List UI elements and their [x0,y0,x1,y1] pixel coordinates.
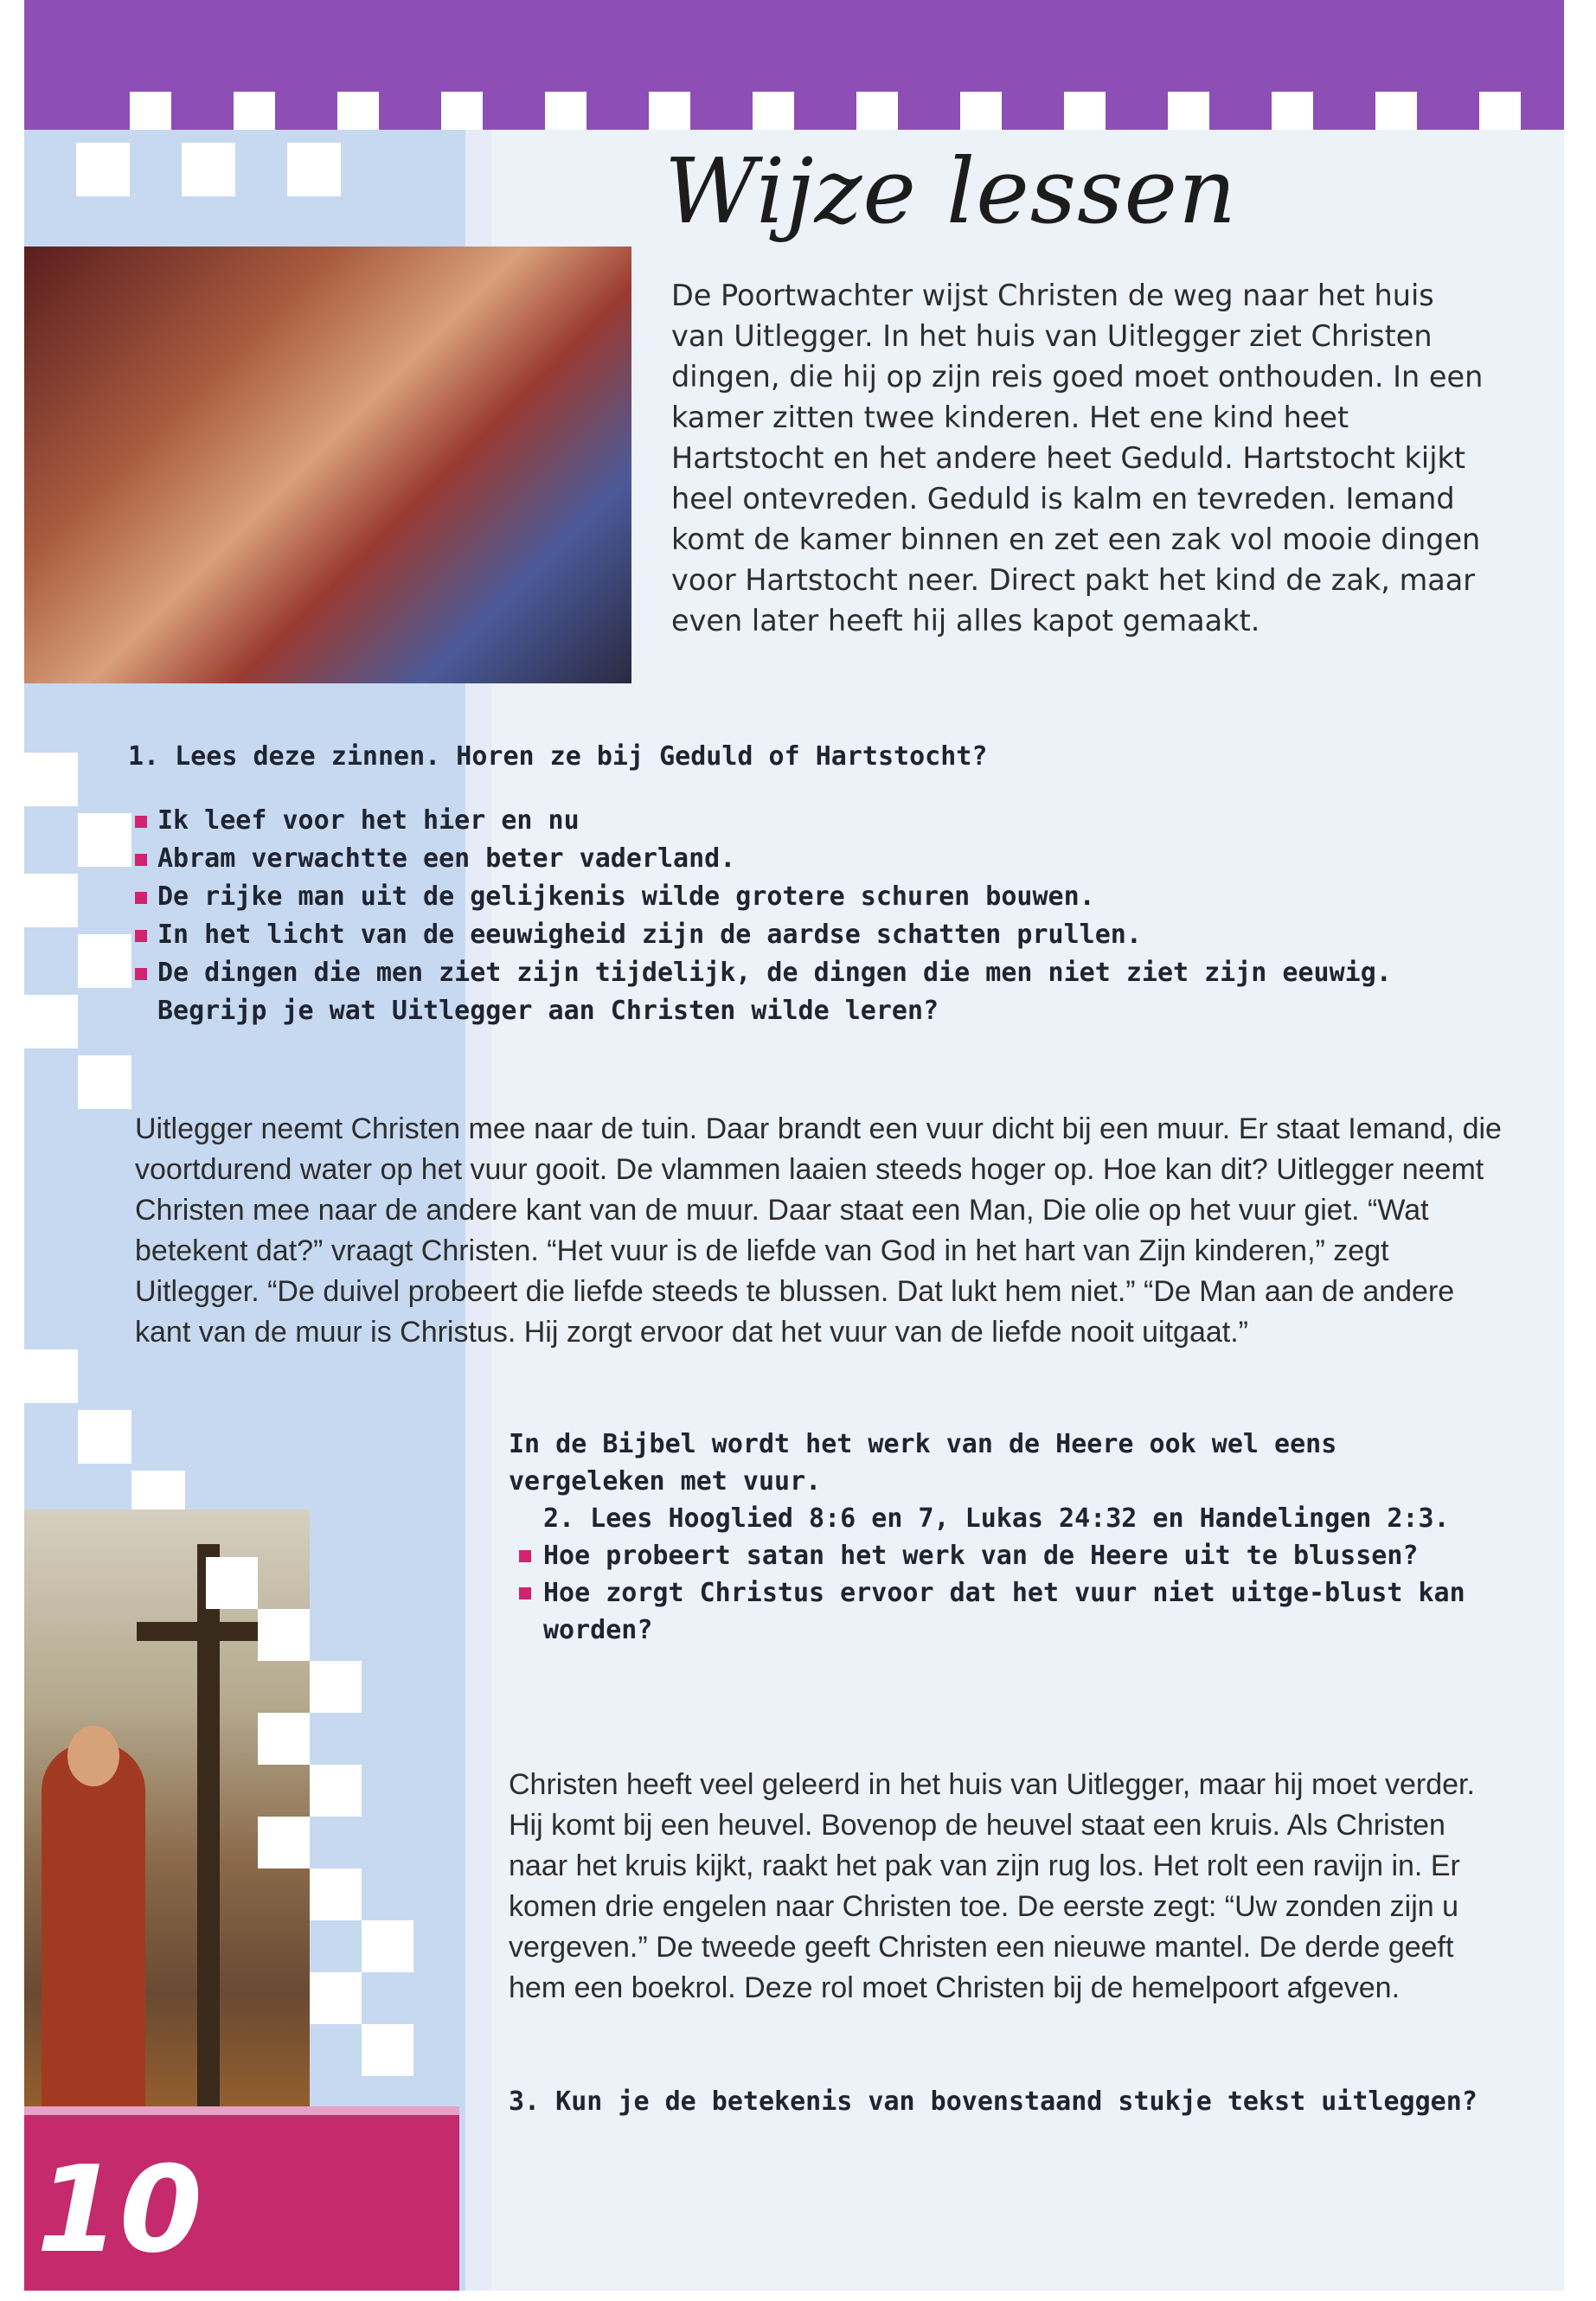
checker-square [24,753,78,806]
body-paragraph-cross: Christen heeft veel geleerd in het huis van Uitlegger, maar hij moet verder. Hij komt bij een heuvel. Bovenop de heuvel staat een kruis. Als Christen naar het kruis kijkt, raakt het pak van zijn rug los. Het rolt een ravijn in. Er komen drie engelen naar Christen toe. De eerste zegt: “Uw zonden zijn u vergeven.” De tweede geeft Christen een nieuwe mantel. De derde geeft hem een boekrol. Deze rol moet Christen bij de hemelpoort afgeven. [509,1768,1475,2004]
list-item-text: Abram verwachtte een beter vaderland. [157,843,736,874]
list-item-text: Hoe probeert satan het werk van de Heere uit te blussen? [543,1541,1419,1571]
exercise-1-question: 1. Lees deze zinnen. Horen ze bij Geduld of Hartstocht? [128,741,988,772]
list-item [509,1537,1503,1574]
bullet-square [519,1587,531,1599]
list-item [128,954,1392,992]
exercise-1 [128,712,1392,1030]
checker-square [1272,92,1313,130]
christen-head [67,1726,119,1786]
body-paragraph-fire: Uitlegger neemt Christen mee naar de tuin. Daar brandt een vuur dicht bij een muur. Er staat Iemand, die voortdurend water op het vuur gooit. De vlammen laaien steeds hoger op. Hoe kan dit? Uitlegger neemt Christen mee naar de andere kant van de muur. Daar staat een Man, Die olie op het vuur giet. “Wat betekent dat?” vraagt Christen. “Het vuur is de liefde van God in het hart van Zijn kinderen,” zegt Uitlegger. “De duivel probeert die liefde steeds te blussen. Dat lukt hem niet.” “De Man aan de andere kant van de muur is Christus. Hij zorgt ervoor dat het vuur van de liefde nooit uitgaat.” [135,1112,1502,1349]
checker-square [258,1817,310,1868]
exercise-2-intro: In de Bijbel wordt het werk van de Heere ook wel eens vergeleken met vuur. [509,1429,1337,1497]
checker-square [24,874,78,927]
checker-square [1064,92,1106,130]
checker-square [310,1972,362,2024]
list-item-text: De dingen die men ziet zijn tijdelijk, de dingen die men niet ziet zijn eeuwig. [157,958,1392,988]
checker-square [649,92,690,130]
exercise-3 [509,2083,1503,2120]
list-item [128,916,1392,954]
checker-square [856,92,898,130]
checker-square [753,92,794,130]
checker-square [960,92,1002,130]
magazine-page [24,0,1564,2291]
exercise-3-question: 3. Kun je de betekenis van bovenstaand stukje tekst uitleggen? [509,2086,1477,2117]
exercise-2-question: 2. Lees Hooglied 8:6 en 7, Lukas 24:32 en Handelingen 2:3. [543,1503,1450,1534]
checker-square [337,92,379,130]
list-item [128,802,1392,840]
list-item-text: Ik leef voor het hier en nu [157,805,580,836]
bullet-square [135,930,147,942]
exercise-2 [509,1426,1503,1649]
intro-paragraph: De Poortwachter wijst Christen de weg naar het huis van Uitlegger. In het huis van Uitlegger ziet Christen dingen, die hij op zijn reis goed moet onthouden. In een kamer zitten twee kinderen. Het ene kind heet Hartstocht en het andere heet Geduld. Hartstocht kijkt heel ontevreden. Geduld is kalm en tevreden. Iemand komt de kamer binnen en zet een zak vol mooie dingen voor Hartstocht neer. Direct pakt het kind de zak, maar even later heeft hij alles kapot gemaakt. [671,279,1484,638]
checker-square [362,2024,413,2076]
checker-square [76,143,130,196]
checker-square [310,1661,362,1713]
checker-square [1479,92,1521,130]
exercise-1-followup: Begrijp je wat Uitlegger aan Christen wilde leren? [157,996,939,1026]
list-item-text: Hoe zorgt Christus ervoor dat het vuur niet uitge-blust kan worden? [543,1578,1465,1645]
checker-square [310,1868,362,1920]
list-item [509,1574,1503,1649]
checker-square [78,1410,131,1464]
checker-square [287,143,341,196]
page-number-box-edge [24,2106,459,2115]
checker-square [130,92,171,130]
checker-square [545,92,586,130]
exercise-1-list [128,802,1392,992]
checker-square [78,813,131,867]
bullet-square [519,1550,531,1562]
illustration-uitlegger-room [24,247,631,683]
list-item [128,878,1392,916]
checker-square [234,92,275,130]
checker-square [441,92,483,130]
checker-square [362,1920,413,1972]
checker-square [206,1557,258,1609]
checker-square [78,934,131,988]
list-item-text: In het licht van de eeuwigheid zijn de aardse schatten prullen. [157,920,1142,950]
page-number: 10 [36,2140,203,2279]
list-item [128,840,1392,878]
checker-square [78,1055,131,1109]
list-item-text: De rijke man uit de gelijkenis wilde grotere schuren bouwen. [157,881,1095,912]
bullet-square [135,816,147,828]
checker-square [1375,92,1417,130]
checker-square [310,1765,362,1817]
checker-square [182,143,235,196]
checker-square [258,1713,310,1765]
checker-square [24,995,78,1048]
page-title: Wijze lessen [664,138,1238,244]
checker-square [258,1609,310,1661]
checker-square [1168,92,1209,130]
exercise-2-list [509,1537,1503,1649]
bullet-square [135,892,147,904]
bullet-square [135,968,147,980]
bullet-square [135,854,147,866]
checker-square [24,1349,78,1403]
